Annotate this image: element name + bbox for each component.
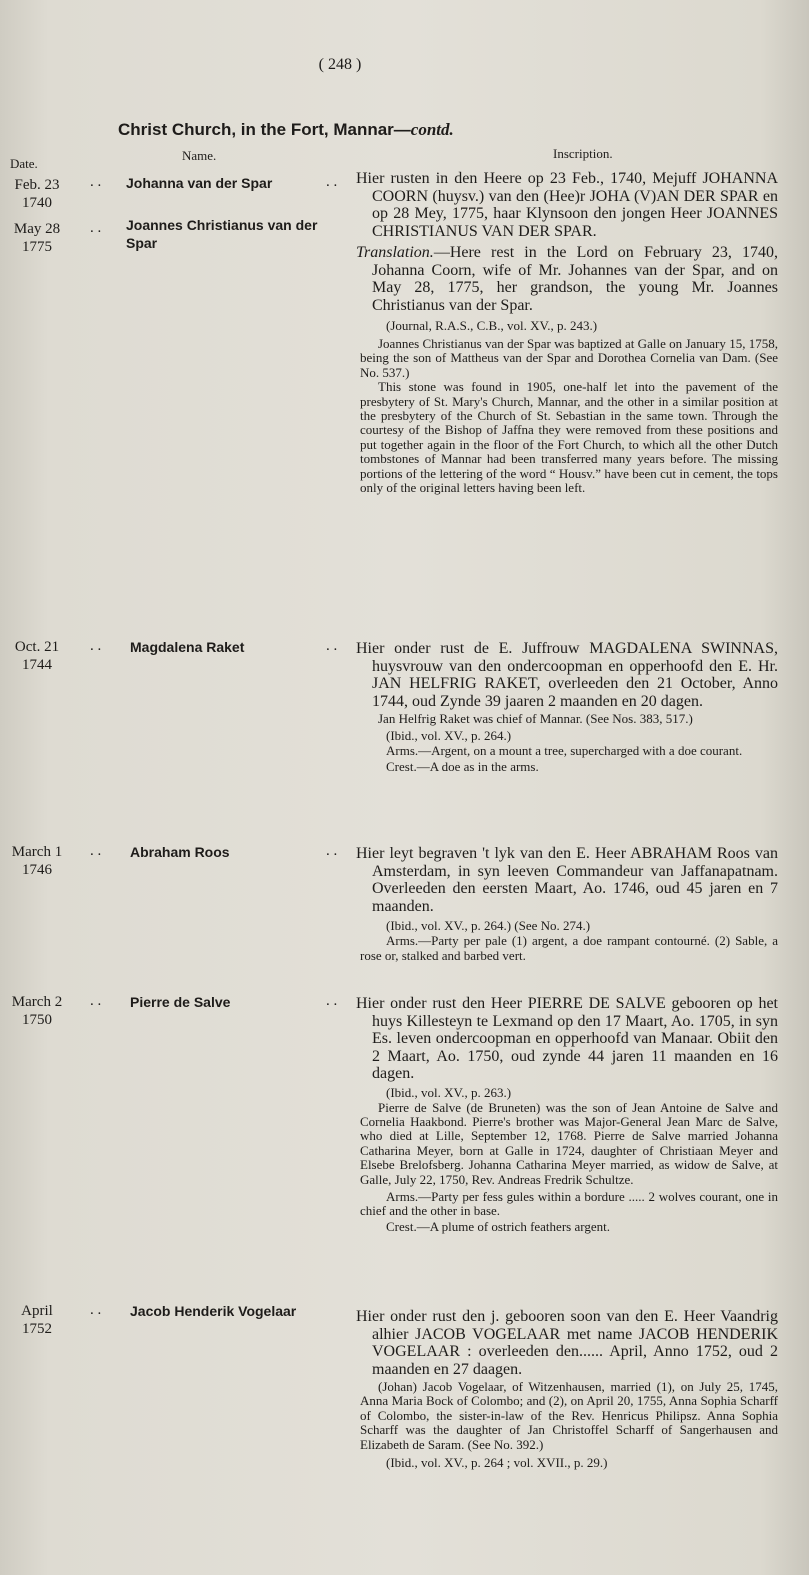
title-text: Christ Church, in the Fort, Mannar— xyxy=(118,120,411,139)
inscription-text: Hier onder rust den j. gebooren soon van den E. Heer Vaandrig alhier JACOB VOGELAAR met name JACOB HENDERIK VOGELAAR : overleeden den...... April, Anno 1752, oud 2 maanden en 27 daagen. xyxy=(356,1308,778,1378)
inscription xyxy=(356,170,778,495)
inscription-column-header: Inscription. xyxy=(553,146,613,161)
arms: Arms.—Argent, on a mount a tree, supercharged with a doe courant. xyxy=(386,743,743,759)
arms: Arms.—Party per pale (1) argent, a doe rampant contourné. (2) Sable, a rose or, stalked and barbed vert. xyxy=(360,933,778,963)
inscription-text: Hier leyt begraven 't lyk van den E. Heer ABRAHAM Roos van Amsterdam, in syn leeven Commandeur van Jaffanapatnam. Overleeden den eersten Maart, Ao. 1746, oud 45 jaren en 7 maanden. xyxy=(356,845,778,915)
entry-date: March 2 1750 xyxy=(11,994,63,1028)
leader-dots: . . xyxy=(90,843,102,859)
entry-name: Jacob Henderik Vogelaar xyxy=(130,1303,297,1319)
inscription xyxy=(356,640,778,775)
date-column-header: Date. xyxy=(10,156,38,171)
leader-dots: . . xyxy=(90,174,102,190)
section-title xyxy=(118,120,454,140)
entry-name: Magdalena Raket xyxy=(130,639,245,655)
inscription xyxy=(356,845,778,963)
inscription-text: Hier onder rust den Heer PIERRE DE SALVE gebooren op het huys Killesteyn te Lexmand op den 17 Maart, Ao. 1705, in syn Es. leven ondercoopman en opperhoofd van Manaar. Obiit den 2 Maart, Ao. 1750, oud zynde 44 jaren 11 maanden en 16 dagen. xyxy=(356,995,778,1082)
entry-date: Feb. 23 1740 xyxy=(14,177,60,211)
reference: (Journal, R.A.S., C.B., vol. XV., p. 243.) xyxy=(386,318,598,333)
reference: (Ibid., vol. XV., p. 264 ; vol. XVII., p. 29.) xyxy=(386,1455,608,1471)
leader-dots: . . xyxy=(326,843,338,859)
leader-dots: . . xyxy=(326,174,338,190)
note: This stone was found in 1905, one-half let into the pavement of the presbytery of St. Mary's Church, Mannar, and the other in a similar position at the presbytery of the Church of St. Sebastian in the same town. Through the courtesy of the Bishop of Jaffna they were removed from these positions and put together again in the floor of the Fort Church, to which all the other Dutch tombstones of Mannar had been transferred many years before. The missing portions of the lettering of the word “ Housv.” have been cut in cement, the tops only of the original letters having been left. xyxy=(360,379,778,496)
inscription xyxy=(356,995,778,1235)
reference: (Ibid., vol. XV., p. 264.) xyxy=(386,728,512,744)
note: Jan Helfrig Raket was chief of Mannar. (See Nos. 383, 517.) xyxy=(378,711,693,726)
entry-name: Joannes Christianus van der Spar xyxy=(126,217,318,251)
entry-name: Pierre de Salve xyxy=(130,994,231,1010)
inscription-text: Hier onder rust de E. Juffrouw MAGDALENA SWINNAS, huysvrouw van den ondercoopman en opperhoofd den E. Hr. JAN HELFRIG RAKET, overleeden den 21 October, Anno 1744, oud Zynde 39 jaaren 2 maanden en 20 dagen. xyxy=(356,640,778,710)
leader-dots: . . xyxy=(90,1302,102,1318)
entry-date: April 1752 xyxy=(21,1303,53,1337)
page-number: ( 248 ) xyxy=(318,56,362,73)
note: (Johan) Jacob Vogelaar, of Witzenhausen, married (1), on July 25, 1745, Anna Maria Bock of Colombo; and (2), on April 20, 1755, Anna Sophia Scharff of Colombo, the sister-in-law of the Rev. Henricus Philipsz. Anna Sophia Scharff was the daughter of Jan Christoffel Scharff of Sangerhausen and Elizabeth de Saram. (See No. 392.) xyxy=(360,1379,778,1452)
entry-date: March 1 1746 xyxy=(11,844,63,878)
note: Joannes Christianus van der Spar was baptized at Galle on January 15, 1758, being the son of Mattheus van der Spar and Dorothea Cornelia van Dam. (See No. 537.) xyxy=(360,336,778,380)
note: Pierre de Salve (de Bruneten) was the son of Jean Antoine de Salve and Cornelia Haakbond. Pierre's brother was Major-General Jean Marc de Salve, who died at Lille, September 12, 1768. Pierre de Salve married Johanna Catharina Meyer, born at Galle in 1724, daughter of Christiaan Meyer and Elsebe Brelofsberg. Johanna Catharina Meyer married, as widow de Salve, at Galle, July 22, 1750, Rev. Andreas Fredrik Schultze. xyxy=(360,1099,778,1187)
leader-dots: . . xyxy=(90,220,102,236)
entry-name: Johanna van der Spar xyxy=(126,175,273,191)
entry-name: Abraham Roos xyxy=(130,844,230,860)
reference: (Ibid., vol. XV., p. 263.) xyxy=(386,1084,512,1100)
reference: (Ibid., vol. XV., p. 264.) (See No. 274.) xyxy=(386,918,591,933)
inscription xyxy=(356,1308,778,1471)
translation-label: Translation. xyxy=(356,244,434,261)
leader-dots: . . xyxy=(326,638,338,654)
translation xyxy=(356,244,778,314)
leader-dots: . . xyxy=(326,993,338,1009)
title-contd: contd. xyxy=(410,120,454,139)
inscription-text: Hier rusten in den Heere op 23 Feb., 1740, Mejuff JOHANNA COORN (huysv.) van den (Hee)r JOHA (V)AN DER SPAR en op 28 Mey, 1775, haar Klynsoon den jongen Heer JOANNES CHRISTIANUS VAN DER SPAR. xyxy=(356,170,778,240)
leader-dots: . . xyxy=(90,638,102,654)
crest: Crest.—A plume of ostrich feathers argent. xyxy=(386,1218,610,1234)
arms: Arms.—Party per fess gules within a bordure ..... 2 wolves courant, one in chief and the other in base. xyxy=(360,1188,778,1219)
entry-date: May 28 1775 xyxy=(13,221,61,255)
translation-text: —Here rest in the Lord on February 23, 1740, Johanna Coorn, wife of Mr. Johannes van der Spar, and on May 28, 1775, her grandson, the young Mr. Joannes Christianus van der Spar. xyxy=(372,244,778,314)
leader-dots: . . xyxy=(90,993,102,1009)
name-column-header: Name. xyxy=(182,148,217,163)
entry-date: Oct. 21 1744 xyxy=(14,639,60,673)
crest: Crest.—A doe as in the arms. xyxy=(386,758,539,774)
